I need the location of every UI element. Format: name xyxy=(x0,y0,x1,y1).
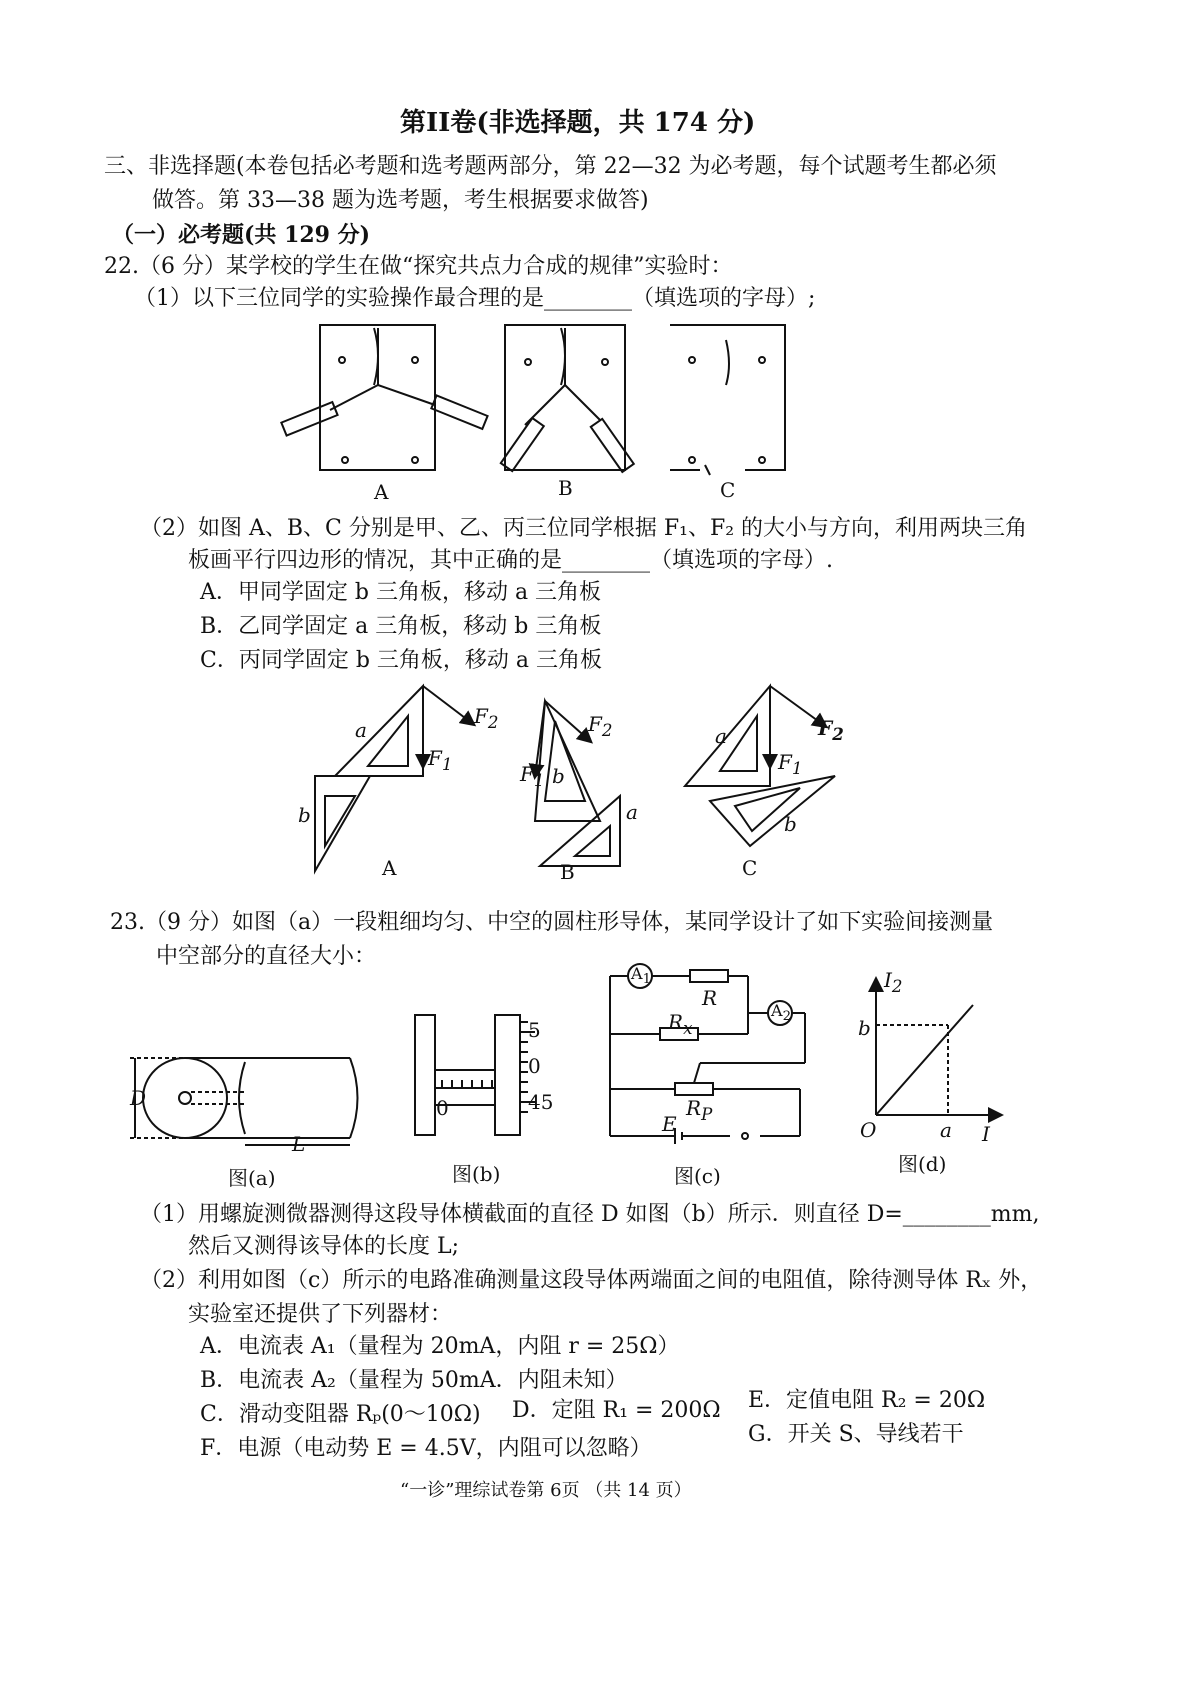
q22-fig2-a-tri-b: b xyxy=(298,803,311,827)
q23-fig-d-origin: O xyxy=(860,1118,877,1142)
q22-fig2-triangles xyxy=(280,676,860,886)
q22-fig1-label-c: C xyxy=(720,478,736,502)
q22-fig2-b-tri-b: b xyxy=(552,764,565,788)
q22-option-b: B．乙同学固定 a 三角板，移动 b 三角板 xyxy=(200,614,602,639)
q23-fig-b-tick-5: 5 xyxy=(528,1018,541,1042)
q23-stem-line2: 中空部分的直径大小： xyxy=(156,944,377,969)
q22-fig2-caption-c: C xyxy=(742,856,758,880)
q23-part1-line2: 然后又测得该导体的长度 L; xyxy=(188,1234,460,1259)
q23-fig-b-caption: 图(b) xyxy=(452,1162,501,1186)
q23-fig-c-resistor-rx: $R_x$ xyxy=(668,1010,693,1038)
q23-equipment-f: F．电源（电动势 E = 4.5V，内阻可以忽略） xyxy=(200,1436,652,1461)
q22-fig2-c-f1: $F_1$ xyxy=(778,750,803,778)
q23-fig-d-x-axis: I xyxy=(982,1122,990,1146)
q23-fig-c-source-e: E xyxy=(662,1112,677,1136)
q23-fig-a-label-d: D xyxy=(130,1086,147,1110)
q22-fig2-a-f2: $F_2$ xyxy=(474,704,499,732)
q23-equipment-a: A．电流表 A₁（量程为 20mA，内阻 r = 25Ω） xyxy=(200,1334,680,1359)
q22-fig1-label-b: B xyxy=(558,476,573,500)
q23-fig-b-tick-0: 0 xyxy=(528,1054,541,1078)
q23-fig-b-tick-45: 45 xyxy=(528,1090,554,1114)
q22-fig2-c-tri-b: b xyxy=(784,812,797,836)
q23-stem-line1: 23.（9 分）如图（a）一段粗细均匀、中空的圆柱形导体，某同学设计了如下实验间接测量 xyxy=(110,910,994,935)
q22-fig2-c-tri-a: a xyxy=(715,724,727,748)
q23-fig-d-a: a xyxy=(940,1118,952,1142)
q23-fig-c-ammeter-a1: $A_1$ xyxy=(631,964,652,988)
q22-fig2-b-tri-a: a xyxy=(626,800,638,824)
q22-option-a: A．甲同学固定 b 三角板，移动 a 三角板 xyxy=(200,580,602,605)
q23-fig-b-zero: 0 xyxy=(436,1096,449,1120)
q23-fig-a-caption: 图(a) xyxy=(228,1166,276,1190)
q23-fig-c-caption: 图(c) xyxy=(674,1164,721,1188)
q22-stem: 22.（6 分）某学校的学生在做“探究共点力合成的规律”实验时： xyxy=(104,254,733,279)
q22-fig1-boards xyxy=(270,320,830,505)
q22-fig1-label-a: A xyxy=(374,480,389,504)
q23-fig-c-ammeter-a2: $A_2$ xyxy=(771,1001,792,1025)
section-intro-line2: 做答。第 33—38 题为选考题，考生根据要求做答) xyxy=(152,188,649,213)
q23-fig-d-y-axis: $I_2$ xyxy=(884,968,903,996)
q23-fig-a-label-l: L xyxy=(292,1132,306,1156)
q23-fig-d-graph xyxy=(868,975,1008,1125)
q23-equipment-d: D．定阻 R₁ = 200Ω xyxy=(512,1398,721,1423)
page-footer: “一诊”理综试卷第 6页 （共 14 页） xyxy=(400,1480,692,1501)
q23-fig-d-b: b xyxy=(858,1016,871,1040)
q23-equipment-g: G．开关 S、导线若干 xyxy=(748,1422,964,1447)
q22-part1: （1）以下三位同学的实验操作最合理的是________（填选项的字母）; xyxy=(134,286,816,311)
q22-fig2-caption-b: B xyxy=(560,860,575,884)
q22-fig2-b-f2: $F_2$ xyxy=(588,712,613,740)
q23-fig-c-rheostat-rp: $R_P$ xyxy=(686,1096,713,1124)
q23-fig-a-cylinder xyxy=(125,1050,365,1160)
q23-equipment-e: E．定值电阻 R₂ = 20Ω xyxy=(748,1388,986,1413)
section-intro-line1: 三、非选择题(本卷包括必考题和选考题两部分，第 22—32 为必考题，每个试题考生都必须 xyxy=(104,154,997,179)
q23-part2-line1: （2）利用如图（c）所示的电路准确测量这段导体两端面之间的电阻值，除待测导体 Rₓ 外， xyxy=(140,1268,1043,1293)
q22-part2-line1: （2）如图 A、B、C 分别是甲、乙、丙三位同学根据 F₁、F₂ 的大小与方向，利用两块三角 xyxy=(140,516,1028,541)
q22-part2-line2: 板画平行四边形的情况，其中正确的是________（填选项的字母）. xyxy=(188,548,833,573)
q22-fig2-caption-a: A xyxy=(382,856,397,880)
q22-option-c: C．丙同学固定 b 三角板，移动 a 三角板 xyxy=(200,648,603,673)
q23-fig-c-resistor-r: R xyxy=(702,986,718,1010)
section-required-heading: （一）必考题(共 129 分) xyxy=(112,222,371,248)
page-title: 第II卷(非选择题，共 174 分) xyxy=(400,108,756,138)
q23-equipment-c: C．滑动变阻器 Rₚ(0～10Ω) xyxy=(200,1402,481,1427)
q23-part1-line1: （1）用螺旋测微器测得这段导体横截面的直径 D 如图（b）所示．则直径 D=________mm, xyxy=(140,1202,1040,1227)
q22-fig2-c-f2: $F_2$ xyxy=(818,716,844,744)
q23-equipment-b: B．电流表 A₂（量程为 50mA．内阻未知） xyxy=(200,1368,628,1393)
q22-fig2-a-tri-a: a xyxy=(355,718,367,742)
q22-fig2-b-f1: $F_1$ xyxy=(520,762,545,790)
q22-fig2-a-f1: $F_1$ xyxy=(428,746,453,774)
q23-fig-d-caption: 图(d) xyxy=(898,1152,947,1176)
q23-part2-line2: 实验室还提供了下列器材： xyxy=(188,1302,453,1327)
